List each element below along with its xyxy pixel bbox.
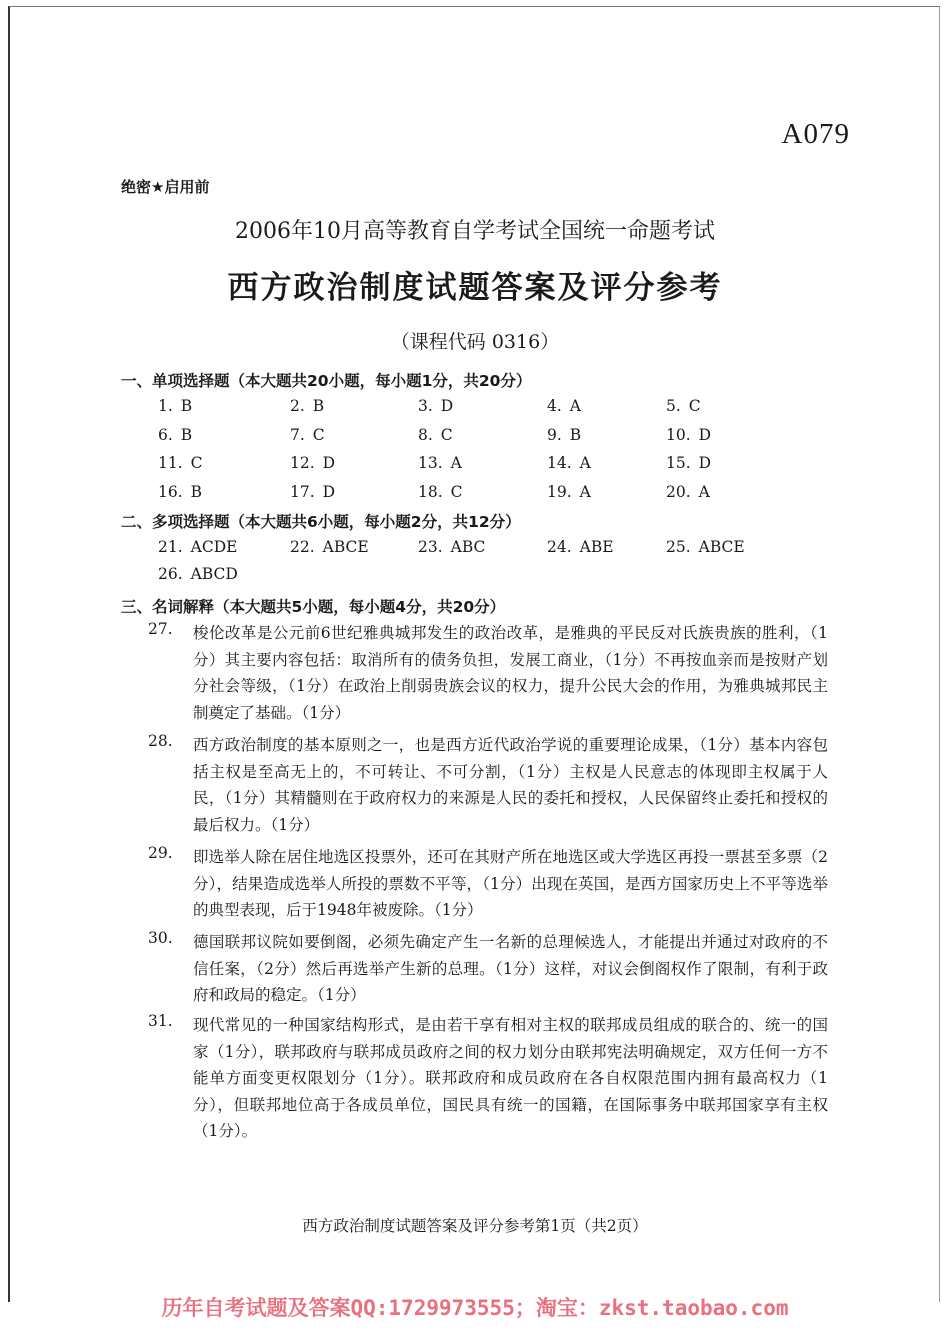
answer-value: B [312, 397, 325, 415]
answer-number: 13. [418, 454, 443, 472]
answer-number: 10. [666, 425, 691, 444]
confidential-mark: 绝密★启用前 [121, 178, 210, 196]
answer-value: C [440, 425, 453, 444]
answer-item [666, 483, 710, 501]
answer-number: 11. [158, 454, 183, 472]
answer-number: 9. [547, 425, 562, 444]
answer-item [547, 397, 581, 415]
answer-number: 6. [158, 425, 173, 444]
answer-number: 16. [158, 482, 183, 501]
answer-item [290, 397, 324, 415]
answer-item [418, 397, 453, 415]
answer-number: 8. [418, 425, 433, 444]
answer-value: A [450, 454, 462, 472]
answer-value: B [190, 482, 203, 501]
answer-item [418, 426, 453, 444]
answer-item [290, 538, 369, 556]
answer-item [666, 454, 711, 472]
answer-value: C [450, 482, 463, 501]
answer-value: ABC [450, 538, 486, 556]
definition-number: 30. [148, 929, 173, 947]
answer-item [666, 426, 711, 444]
section-3-header: 三、名词解释（本大题共5小题，每小题4分，共20分） [121, 598, 506, 616]
answer-item [290, 426, 325, 444]
answer-value: A [579, 454, 591, 472]
answer-number: 24. [547, 538, 572, 556]
answer-value: ABCE [698, 538, 745, 556]
answer-number: 7. [290, 425, 305, 444]
answer-number: 23. [418, 538, 443, 556]
definition-number: 27. [148, 620, 173, 638]
answer-value: D [440, 397, 454, 415]
definition-text: 即选举人除在居住地选区投票外，还可在其财产所在地选区或大学选区再投一票甚至多票（2分），结果造成选举人所投的票数不平等，（1分）出现在英国，是西方国家历史上不平等选举的典型表现，后于1948年被废除。（1分） [193, 848, 828, 919]
answer-value: B [569, 425, 582, 444]
answer-value: ACDE [190, 538, 238, 556]
answer-value: D [698, 425, 712, 444]
answer-value: ABCE [322, 538, 369, 556]
answer-item [418, 454, 462, 472]
answer-number: 5. [666, 397, 681, 415]
answer-item [547, 426, 581, 444]
answer-value: D [698, 454, 712, 472]
answer-item [547, 538, 614, 556]
answer-number: 22. [290, 538, 315, 556]
answer-value: ABCD [190, 565, 238, 583]
definition-number: 28. [148, 732, 173, 750]
answer-number: 14. [547, 454, 572, 472]
answer-value: B [180, 397, 193, 415]
answer-value: A [569, 397, 581, 415]
watermark: 历年自考试题及答案QQ:1729973555；淘宝：zkst.taobao.com [161, 1296, 789, 1320]
answer-number: 15. [666, 454, 691, 472]
definition-text: 梭伦改革是公元前6世纪雅典城邦发生的政治改革，是雅典的平民反对氏族贵族的胜利，（1分）其主要内容包括：取消所有的债务负担，发展工商业，（1分）不再按血亲而是按财产划分社会等级，（1分）在政治上削弱贵族会议的权力，提升公民大会的作用，为雅典城邦民主制奠定了基础。（1分） [193, 624, 828, 722]
course-code: （课程代码 0316） [390, 331, 560, 353]
answer-number: 20. [666, 482, 691, 501]
answer-number: 2. [290, 397, 305, 415]
answer-item [666, 538, 745, 556]
answer-number: 17. [290, 482, 315, 501]
answer-item [418, 538, 485, 556]
answer-item [418, 483, 463, 501]
answer-number: 12. [290, 454, 315, 472]
answer-number: 4. [547, 397, 562, 415]
paper-code: A079 [781, 118, 850, 150]
answer-number: 25. [666, 538, 691, 556]
answer-item [547, 454, 591, 472]
definition-text: 西方政治制度的基本原则之一，也是西方近代政治学说的重要理论成果，（1分）基本内容包括主权是至高无上的，不可转让、不可分割，（1分）主权是人民意志的体现即主权属于人民，（1分）其精髓则在于政府权力的来源是人民的委托和授权，人民保留终止委托和授权的最后权力。（1分） [193, 736, 828, 834]
answer-number: 26. [158, 565, 183, 583]
answer-item [158, 538, 237, 556]
answer-item [290, 454, 335, 472]
answer-item [158, 565, 238, 583]
page-title: 西方政治制度试题答案及评分参考 [227, 270, 723, 306]
answer-value: C [688, 397, 701, 415]
answer-number: 21. [158, 538, 183, 556]
answer-value: A [698, 482, 710, 501]
section-1-header: 一、单项选择题（本大题共20小题，每小题1分，共20分） [121, 372, 532, 390]
answer-number: 1. [158, 397, 173, 415]
definition-text: 德国联邦议院如要倒阁，必须先确定产生一名新的总理候选人，才能提出并通过对政府的不信任案，（2分）然后再选举产生新的总理。（1分）这样，对议会倒阁权作了限制，有利于政府和政局的稳定。（1分） [193, 933, 828, 1004]
answer-item [547, 483, 591, 501]
answer-value: D [322, 454, 336, 472]
answer-value: C [312, 425, 325, 444]
answer-item [158, 397, 192, 415]
answer-number: 18. [418, 482, 443, 501]
definition-number: 31. [148, 1012, 173, 1030]
answer-value: C [190, 454, 203, 472]
answer-item [158, 454, 203, 472]
definition-text: 现代常见的一种国家结构形式，是由若干享有相对主权的联邦成员组成的联合的、统一的国家（1分），联邦政府与联邦成员政府之间的权力划分由联邦宪法明确规定，双方任何一方不能单方面变更权限划分（1分）。联邦政府和成员政府在各自权限范围内拥有最高权力（1分），但联邦地位高于各成员单位，国民具有统一的国籍，在国际事务中联邦国家享有主权（1分）。 [193, 1016, 828, 1140]
exam-title: 2006年10月高等教育自学考试全国统一命题考试 [235, 219, 715, 244]
page-footer: 西方政治制度试题答案及评分参考第1页（共2页） [302, 1217, 648, 1235]
answer-item [158, 483, 202, 501]
answer-number: 19. [547, 482, 572, 501]
answer-item [158, 426, 192, 444]
answer-value: ABE [579, 538, 614, 556]
section-2-header: 二、多项选择题（本大题共6小题，每小题2分，共12分） [121, 513, 521, 531]
answer-value: B [180, 425, 193, 444]
answer-item [666, 397, 701, 415]
answer-number: 3. [418, 397, 433, 415]
answer-value: A [579, 482, 591, 501]
definition-number: 29. [148, 844, 173, 862]
answer-value: D [322, 482, 336, 501]
answer-item [290, 483, 335, 501]
